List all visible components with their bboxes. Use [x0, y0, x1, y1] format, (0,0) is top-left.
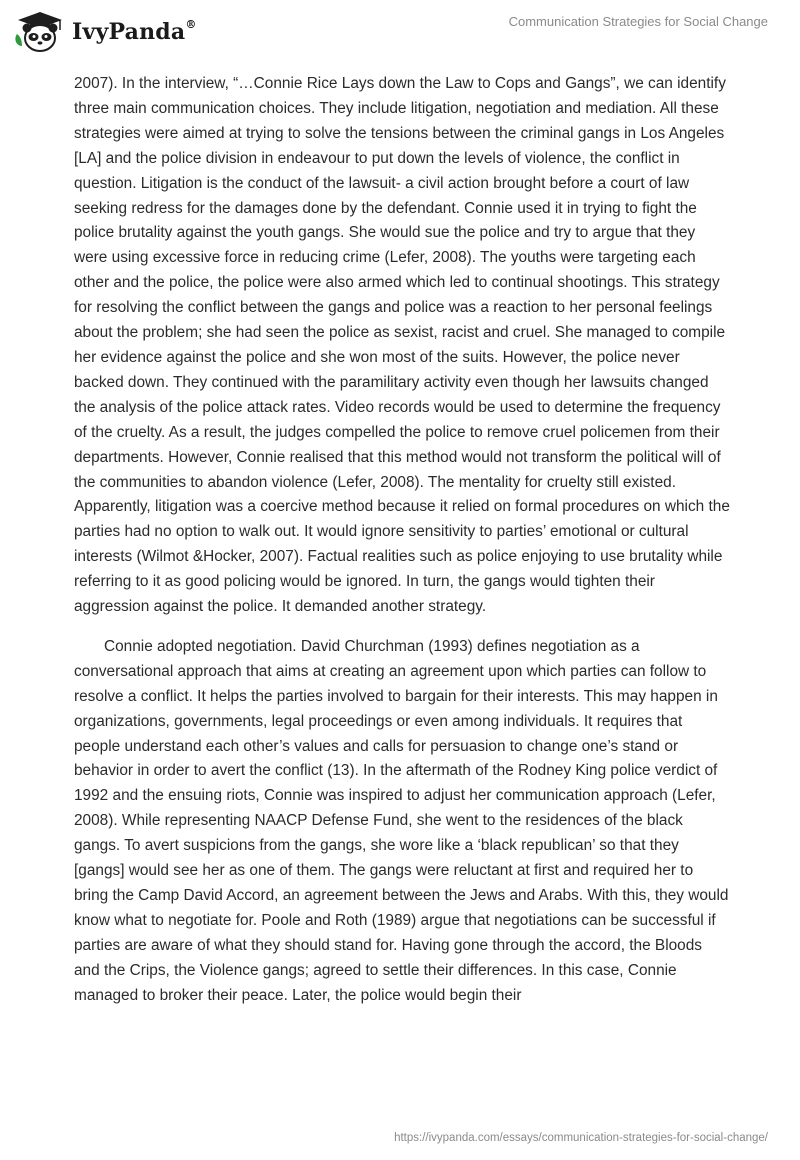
panda-graduate-icon	[14, 10, 66, 54]
page-header	[0, 0, 800, 60]
essay-body	[74, 72, 730, 1009]
source-url[interactable]: https://ivypanda.com/essays/communication-strategies-for-social-change/	[394, 1132, 768, 1144]
paragraph: 2007). In the interview, “…Connie Rice Lays down the Law to Cops and Gangs”, we can identify three main communication choices. They include litigation, negotiation and mediation. All these strategies were aimed at trying to solve the tensions between the criminal gangs in Los Angeles [LA] and the police division in endeavour to put down the levels of violence, the conflict in question. Litigation is the conduct of the lawsuit- a civil action brought before a court of law seeking redress for the damages done by the defendant. Connie used it in trying to fight the police brutality against the youth gangs. She would sue the police and try to argue that they were using excessive force in reducing crime (Lefer, 2008). The youths were targeting each other and the police, the police were also armed which led to continual shootings. This strategy for resolving the conflict between the gangs and police was a reaction to her personal feelings about the problem; she had seen the police as sexist, racist and cruel. She managed to compile her evidence against the police and she won most of the suits. However, the police never backed down. They continued with the paramilitary activity even though her lawsuits changed the analysis of the police attack rates. Video records would be used to determine the frequency of the cruelty. As a result, the judges compelled the police to remove cruel policemen from their departments. However, Connie realised that this method would not transform the political will of the communities to abandon violence (Lefer, 2008). The mentality for cruelty still existed. Apparently, litigation was a coercive method because it relied on formal procedures on which the parties had no option to walk out. It would ignore sensitivity to parties’ emotional or cultural interests (Wilmot &Hocker, 2007). Factual realities such as police enjoying to use brutality while referring to it as good policing would be ignored. In turn, the gangs would tighten their aggression against the police. It demanded another strategy.	[74, 75, 730, 616]
paragraph: Connie adopted negotiation. David Churchman (1993) defines negotiation as a conversational approach that aims at creating an agreement upon which parties can follow to resolve a conflict. It helps the parties involved to bargain for their interests. This may happen in organizations, governments, legal proceedings or even among individuals. It requires that people understand each other’s values and calls for persuasion to change one’s stand or behavior in order to avert the conflict (13). In the aftermath of the Rodney King police verdict of 1992 and the ensuing riots, Connie was inspired to adjust her communication approach (Lefer, 2008). While representing NAACP Defense Fund, she went to the residences of the black gangs. To avert suspicions from the gangs, she wore like a ‘black republican’ so that they [gangs] would see her as one of them. The gangs were reluctant at first and required her to bring the Camp David Accord, an agreement between the Jews and Arabs. With this, they would know what to negotiate for. Poole and Roth (1989) argue that negotiations can be successful if parties are aware of what they should stand for. Having gone through the accord, the Bloods and the Crips, the Violence gangs; agreed to settle their differences. In this case, Connie managed to broker their peace. Later, the police would begin their	[74, 637, 729, 1004]
brand-name: IvyPanda®	[72, 17, 197, 45]
document-title: Communication Strategies for Social Change	[508, 14, 768, 29]
ivypanda-logo[interactable]	[14, 10, 197, 54]
